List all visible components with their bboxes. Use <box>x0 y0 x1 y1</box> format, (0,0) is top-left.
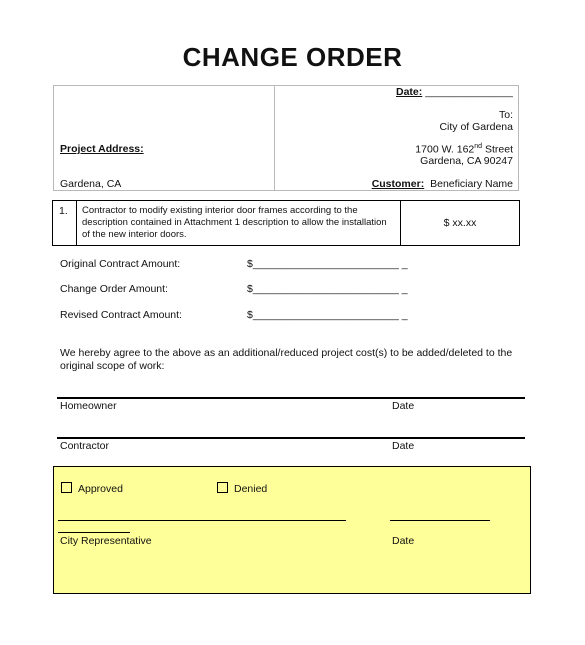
approved-checkbox[interactable] <box>61 482 72 493</box>
city-rep-date-label: Date <box>392 535 415 547</box>
date-value[interactable]: _______________ <box>425 86 513 98</box>
original-amount-label: Original Contract Amount: <box>60 258 181 270</box>
city-rep-label: City Representative <box>60 535 152 547</box>
header-box <box>53 85 519 191</box>
project-address-label: Project Address: <box>60 143 144 155</box>
approval-box <box>53 466 531 594</box>
contractor-signature-line[interactable] <box>57 437 525 439</box>
revised-amount-label: Revised Contract Amount: <box>60 309 182 321</box>
to-street <box>415 143 513 156</box>
to-label: To: <box>498 109 513 121</box>
homeowner-signature-line[interactable] <box>57 397 525 399</box>
homeowner-label: Homeowner <box>60 400 117 412</box>
change-amount-field[interactable]: $_________________________ _ <box>247 283 408 295</box>
customer-row <box>372 178 513 190</box>
homeowner-date-label: Date <box>392 400 415 412</box>
city-rep-signature-underline <box>58 532 130 533</box>
item-amount: $ xx.xx <box>443 217 477 229</box>
approved-label: Approved <box>78 483 123 495</box>
customer-label: Customer: <box>371 178 425 190</box>
change-amount-label: Change Order Amount: <box>60 283 168 295</box>
contractor-label: Contractor <box>60 440 110 452</box>
date-label-text: Date: <box>396 86 423 98</box>
to-street-sup: nd <box>474 143 483 150</box>
to-street-suffix: Street <box>482 143 513 156</box>
header-divider <box>274 85 275 190</box>
date-label <box>396 86 513 98</box>
item-divider-1 <box>76 200 77 246</box>
city-rep-signature-line[interactable] <box>58 520 346 521</box>
page-title: CHANGE ORDER <box>182 42 403 72</box>
original-amount-field[interactable]: $_________________________ _ <box>247 258 408 270</box>
to-name: City of Gardena <box>439 121 513 133</box>
customer-value: Beneficiary Name <box>430 178 513 190</box>
approved-option[interactable] <box>61 482 123 495</box>
item-number: 1. <box>59 205 68 217</box>
contractor-date-label: Date <box>392 440 415 452</box>
revised-amount-field[interactable]: $_________________________ _ <box>247 309 408 321</box>
to-city: Gardena, CA 90247 <box>420 155 513 167</box>
city-rep-date-line[interactable] <box>390 520 490 521</box>
denied-option[interactable] <box>217 482 267 495</box>
agreement-text: We hereby agree to the above as an additional/reduced project cost(s) to be added/deleted to the original scope of work: <box>60 347 513 372</box>
project-city: Gardena, CA <box>60 178 122 190</box>
denied-label: Denied <box>234 483 268 495</box>
to-street-prefix: 1700 W. 162 <box>415 143 475 156</box>
denied-checkbox[interactable] <box>217 482 228 493</box>
item-description: Contractor to modify existing interior door frames according to the description contained in Attachment 1 description to allow the installation of the new interior doors. <box>82 205 387 240</box>
